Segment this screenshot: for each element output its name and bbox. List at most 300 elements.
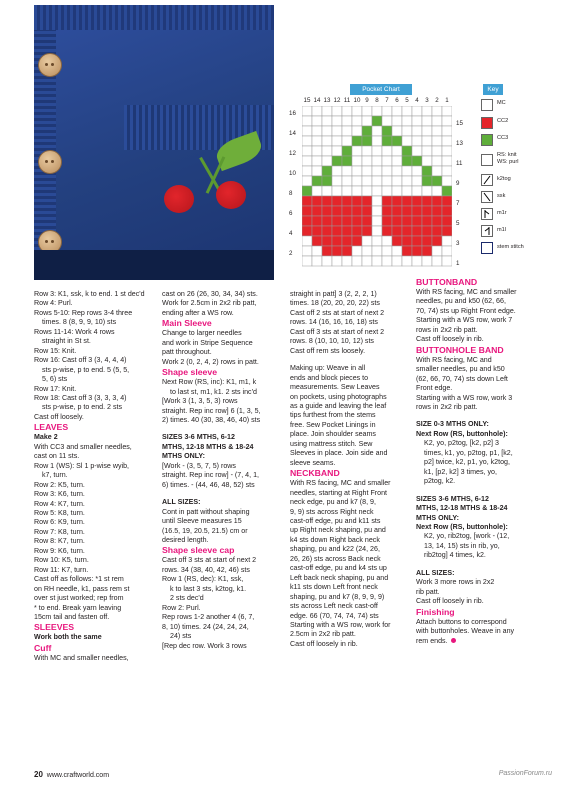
- stem-stitch-icon: [481, 242, 493, 254]
- sizes-heading-1: SIZES 3-6 MTHS, 6-12: [162, 433, 235, 442]
- cap-15: Cast off 3 sts at start of next 2: [290, 327, 385, 336]
- chart-row-number-right: 15: [456, 120, 463, 127]
- chart-cell: [412, 126, 422, 136]
- sizes-heading-3: MTHS ONLY:: [162, 452, 205, 461]
- chart-cell: [422, 166, 432, 176]
- neckband-9: 26, 26) sts across Back neck: [290, 554, 381, 563]
- leaf-castoff-2: on RH needle, k1, pass rem st: [34, 584, 130, 593]
- neckband-10: cast-off edge, pu and k4 sts up: [290, 564, 387, 573]
- row18-text-2: sts p-wise, p to end. 2 sts: [42, 403, 123, 412]
- chart-cell: [432, 166, 442, 176]
- site-url[interactable]: www.craftworld.com: [46, 772, 110, 779]
- neckband-3: neck edge, pu and k7 (8, 9,: [290, 498, 376, 507]
- chart-cell: [322, 176, 332, 186]
- chart-cell: [352, 116, 362, 126]
- chart-cell: [442, 136, 452, 146]
- neckband-5: cast-off edge, pu and k11 sts: [290, 516, 381, 525]
- chart-cell: [402, 186, 412, 196]
- row3-text: Row 3: K1, ssk, k to end. 1 st dec'd: [34, 290, 145, 298]
- sizes-text-2: straight. Rep inc row] - (7, 4, 1,: [162, 471, 259, 480]
- chart-cell: [442, 226, 452, 236]
- main-sleeve-2: and work in Stripe Sequence: [162, 338, 253, 347]
- chart-cell: [312, 106, 322, 116]
- making-up-4: on pockets, using photographs: [290, 392, 387, 401]
- chart-cell: [342, 216, 352, 226]
- chart-cell: [342, 156, 352, 166]
- chart-cell: [312, 246, 322, 256]
- sizes-b-heading-3: MTHS ONLY:: [416, 513, 459, 522]
- finishing-2: with buttonholes. Weave in any: [416, 627, 515, 636]
- all-sizes-heading: ALL SIZES:: [162, 498, 201, 507]
- neckband-8: shaping, pu and k22 (24, 26,: [290, 545, 380, 554]
- sleeves-heading: SLEEVES: [34, 622, 75, 633]
- chart-cell: [312, 166, 322, 176]
- chart-cell: [392, 106, 402, 116]
- chart-cell: [362, 116, 372, 126]
- chart-cell: [432, 226, 442, 236]
- chart-cell: [432, 126, 442, 136]
- chart-cell: [352, 166, 362, 176]
- buttonhole-3: (62, 66, 70, 74) sts down Left: [416, 374, 508, 383]
- chart-cell: [392, 146, 402, 156]
- chart-cell: [432, 256, 442, 266]
- chart-cell: [362, 226, 372, 236]
- chart-cell: [302, 206, 312, 216]
- chart-col-number: 4: [415, 97, 419, 104]
- buttonband-2: needles, pu and k50 (62, 66,: [416, 297, 506, 306]
- chart-cell: [322, 186, 332, 196]
- chart-cell: [392, 136, 402, 146]
- chart-cell: [422, 216, 432, 226]
- chart-cell: [342, 206, 352, 216]
- chart-cell: [352, 226, 362, 236]
- cap-9: 24) sts: [170, 632, 192, 641]
- chart-cell: [322, 216, 332, 226]
- chart-cell: [372, 166, 382, 176]
- chart-col-number: 10: [353, 97, 361, 104]
- shape-sleeve-1: Next Row (RS, inc): K1, m1, k: [162, 378, 257, 387]
- chart-cell: [442, 216, 452, 226]
- text-column-2: [162, 290, 280, 651]
- chart-row-number-left: 12: [289, 150, 296, 157]
- row4-text: Row 4: Purl.: [34, 299, 73, 308]
- chart-cell: [412, 236, 422, 246]
- chart-col-number: 1: [445, 97, 449, 104]
- chart-cell: [372, 146, 382, 156]
- chart-cell: [372, 156, 382, 166]
- chart-row-number-left: 14: [289, 130, 296, 137]
- chart-cell: [402, 146, 412, 156]
- chart-cell: [342, 196, 352, 206]
- chart-cell: [422, 206, 432, 216]
- all-sizes-4: desired length.: [162, 535, 209, 544]
- work-both-text: Work both the same: [34, 633, 102, 642]
- watermark: PassionForum.ru: [498, 770, 552, 777]
- chart-row-number-right: 3: [456, 240, 460, 247]
- chart-cell: [402, 196, 412, 206]
- chart-cell: [322, 246, 332, 256]
- sizes-b-row: Next Row (RS, buttonhole):: [416, 522, 508, 531]
- chart-cell: [312, 216, 322, 226]
- making-up-2: ends and block pieces to: [290, 373, 369, 382]
- finishing-heading: Finishing: [416, 606, 455, 617]
- chart-cell: [322, 166, 332, 176]
- row18-text: Row 18: Cast off 3 (3, 3, 3, 4): [34, 393, 127, 402]
- chart-cell: [442, 196, 452, 206]
- chart-cell: [322, 126, 332, 136]
- size0-text-3: p2] twice, k2, p1, yo, k2tog,: [424, 458, 510, 467]
- cherry-2: [216, 181, 246, 209]
- chart-cell: [312, 186, 322, 196]
- mc-swatch-icon: [481, 99, 493, 111]
- row16-text: Row 16: Cast off 3 (3, 4, 4, 4): [34, 356, 127, 365]
- sleeve-cap-heading: Shape sleeve cap: [162, 545, 235, 556]
- shape-sleeve-5: 2) times. 40 (30, 38, 46, 40) sts: [162, 415, 261, 424]
- sizes-b-heading-2: MTHS, 12-18 MTHS & 18-24: [416, 504, 508, 513]
- footer: [34, 770, 109, 779]
- shape-sleeve-4: straight. Rep inc row] 6 (1, 3, 5,: [162, 406, 261, 415]
- chart-row-number-right: 9: [456, 180, 460, 187]
- chart-cell: [402, 156, 412, 166]
- chart-cell: [302, 196, 312, 206]
- cap-1: Cast off 3 sts at start of next 2: [162, 556, 257, 565]
- blank-swatch-icon: [481, 154, 493, 166]
- chart-cell: [322, 146, 332, 156]
- chart-cell: [352, 156, 362, 166]
- neck-rib: [34, 5, 274, 30]
- chart-cell: [332, 216, 342, 226]
- button-1: [38, 53, 62, 77]
- cc3-swatch-icon: [481, 134, 493, 146]
- leaf-row11: Row 11: K7, turn.: [34, 565, 89, 574]
- chart-cell: [432, 106, 442, 116]
- chart-cell: [422, 246, 432, 256]
- shape-sleeve-3: [Work 3 (1, 3, 5, 3) rows: [162, 397, 238, 406]
- cuff-text-3: Work for 2.5cm in 2x2 rib patt,: [162, 299, 257, 308]
- chart-cell: [332, 186, 342, 196]
- cap-13: Cast off 2 sts at start of next 2: [290, 308, 385, 317]
- chart-cell: [372, 246, 382, 256]
- page-number: 20: [34, 770, 43, 779]
- chart-col-number: 8: [375, 97, 379, 104]
- chart-cell: [422, 106, 432, 116]
- chart-cell: [302, 146, 312, 156]
- buttonhole-5: Starting with a WS row, work 3: [416, 393, 513, 402]
- chart-cell: [342, 236, 352, 246]
- leaves-heading: LEAVES: [34, 422, 69, 433]
- chart-cell: [432, 206, 442, 216]
- rows11-14-text-2: straight in St st.: [42, 337, 91, 346]
- buttonband-1: With RS facing, MC and smaller: [416, 288, 517, 296]
- chart-cell: [362, 136, 372, 146]
- neckband-4: 9, 9) sts across Right neck: [290, 507, 374, 516]
- m1r-icon: [481, 208, 493, 220]
- main-sleeve-1: Change to larger needles: [162, 329, 242, 338]
- chart-cell: [392, 196, 402, 206]
- sizes-b-text-3: rib2tog] 4 times, k2.: [424, 551, 486, 560]
- neckband-heading: NECKBAND: [290, 468, 340, 479]
- size0-text-2: times, k1, yo, p2tog, p1, [k2,: [424, 448, 513, 457]
- chart-cell: [402, 216, 412, 226]
- all-sizes-1: Cont in patt without shaping: [162, 507, 250, 516]
- chart-cell: [382, 186, 392, 196]
- chart-cell: [432, 116, 442, 126]
- chart-cell: [332, 226, 342, 236]
- size0-text-5: p2tog, k2.: [424, 477, 456, 486]
- chart-cell: [442, 126, 452, 136]
- chart-cell: [352, 236, 362, 246]
- row17-text: Row 17: Knit.: [34, 384, 77, 393]
- chart-cell: [382, 116, 392, 126]
- chart-cell: [302, 166, 312, 176]
- chart-cell: [382, 126, 392, 136]
- neckband-2: needles, starting at Right Front: [290, 488, 387, 497]
- chart-cell: [392, 156, 402, 166]
- chart-cell: [362, 146, 372, 156]
- chart-cell: [422, 236, 432, 246]
- chart-row-number-right: 11: [456, 160, 463, 167]
- chart-cell: [372, 136, 382, 146]
- chart-cell: [402, 236, 412, 246]
- k2tog-icon: [481, 174, 493, 186]
- chart-row-number-left: 6: [289, 210, 293, 217]
- chart-cell: [382, 226, 392, 236]
- chart-cell: [332, 116, 342, 126]
- chart-cell: [442, 236, 452, 246]
- chart-cell: [412, 106, 422, 116]
- key-item-knit-purl: RS: knit WS: purl: [481, 152, 543, 159]
- neckband-14: sts across Left neck cast-off: [290, 602, 378, 611]
- chart-col-number: 13: [323, 97, 331, 104]
- chart-cell: [402, 256, 412, 266]
- chart-cell: [342, 126, 352, 136]
- buttonhole-4: Front edge.: [416, 384, 453, 393]
- rows5-10-text: Rows 5-10: Rep rows 3-4 three: [34, 308, 133, 317]
- chart-cell: [382, 216, 392, 226]
- chart-cell: [362, 176, 372, 186]
- leaf-row6: Row 6: K9, turn.: [34, 518, 85, 527]
- chart-cell: [382, 176, 392, 186]
- chart-cell: [312, 136, 322, 146]
- text-column-3: [290, 290, 408, 649]
- chart-cell: [362, 126, 372, 136]
- chart-cell: [362, 156, 372, 166]
- chart-cell: [352, 246, 362, 256]
- chart-cell: [352, 106, 362, 116]
- finishing-3: rem ends.: [416, 636, 448, 645]
- chart-cell: [382, 106, 392, 116]
- making-up-5: as a guide and leaving the leaf: [290, 401, 387, 410]
- chart-cell: [382, 196, 392, 206]
- chart-cell: [432, 156, 442, 166]
- chart-cell: [342, 146, 352, 156]
- chart-cell: [302, 186, 312, 196]
- chart-col-number: 9: [365, 97, 369, 104]
- chart-row-number-right: 1: [456, 260, 460, 267]
- chart-cell: [442, 176, 452, 186]
- chart-cell: [412, 206, 422, 216]
- chart-cell: [442, 186, 452, 196]
- chart-col-number: 14: [313, 97, 321, 104]
- neckband-17: 2.5cm in 2x2 rib patt.: [290, 630, 356, 639]
- chart-cell: [322, 236, 332, 246]
- buttonhole-heading: BUTTONHOLE BAND: [416, 344, 504, 355]
- leaf-row3: Row 3: K6, turn.: [34, 490, 85, 499]
- neckband-6: up Right neck shaping, pu and: [290, 526, 386, 535]
- chart-cell: [302, 236, 312, 246]
- chart-col-number: 11: [343, 97, 351, 104]
- chart-cell: [352, 216, 362, 226]
- all-sizes-b-2: rib patt.: [416, 587, 440, 596]
- leaf-row1-2: k7, turn.: [42, 471, 68, 480]
- chart-cell: [392, 236, 402, 246]
- chart-cell: [302, 256, 312, 266]
- chart-col-number: 7: [385, 97, 389, 104]
- chart-cell: [442, 106, 452, 116]
- size0-text-4: k1, [p2, k2] 3 times, yo,: [424, 467, 497, 476]
- row16-text-2: sts p-wise, p to end. 5 (5, 5,: [42, 365, 130, 374]
- chart-row-number-left: 8: [289, 190, 293, 197]
- chart-cell: [382, 256, 392, 266]
- sizes-text-3: 6) times. - (44, 46, 48, 52) sts: [162, 480, 255, 489]
- chart-cell: [392, 186, 402, 196]
- cap-4: k to last 3 sts, k2tog, k1.: [170, 584, 247, 593]
- chart-cell: [332, 106, 342, 116]
- cuff-text: With MC and smaller needles,: [34, 653, 129, 662]
- chart-cell: [412, 246, 422, 256]
- pocket-chart-grid: [302, 106, 452, 271]
- chart-cell: [322, 116, 332, 126]
- chart-title: Pocket Chart: [350, 84, 412, 95]
- chart-cell: [432, 216, 442, 226]
- chart-cell: [432, 136, 442, 146]
- making-up-9: using mattress stitch. Sew: [290, 439, 373, 448]
- chart-cell: [392, 246, 402, 256]
- chart-cell: [332, 176, 342, 186]
- chart-cell: [302, 226, 312, 236]
- chart-cell: [352, 146, 362, 156]
- making-up-10: Sleeves in place. Join side and: [290, 449, 388, 458]
- sizes-text-1: [Work - (3, 5, 7, 5) rows: [162, 461, 236, 470]
- chart-cell: [392, 126, 402, 136]
- chart-cell: [402, 246, 412, 256]
- chart-cell: [422, 196, 432, 206]
- main-sleeve-heading: Main Sleeve: [162, 318, 212, 329]
- chart-cell: [322, 136, 332, 146]
- chart-cell: [332, 196, 342, 206]
- chart-cell: [312, 176, 322, 186]
- all-sizes-b-heading: ALL SIZES:: [416, 568, 455, 577]
- cap-14: rows. 14 (16, 16, 16, 18) sts: [290, 318, 378, 327]
- chart-cell: [372, 226, 382, 236]
- leaf-castoff-4: * to end. Break yarn leaving: [34, 603, 122, 612]
- chart-row-number-left: 4: [289, 230, 293, 237]
- chart-cell: [372, 186, 382, 196]
- chart-cell: [382, 206, 392, 216]
- chart-cell: [402, 136, 412, 146]
- chart-cell: [422, 156, 432, 166]
- cuff-text-2: cast on 26 (26, 30, 34, 34) sts.: [162, 290, 258, 298]
- chart-cell: [402, 116, 412, 126]
- leaf-row2: Row 2: K5, turn.: [34, 480, 85, 489]
- chart-cell: [372, 106, 382, 116]
- chart-cell: [332, 146, 342, 156]
- cc2-swatch-icon: [481, 117, 493, 129]
- chart-cell: [422, 176, 432, 186]
- chart-cell: [412, 216, 422, 226]
- chart-col-number: 12: [333, 97, 341, 104]
- chart-cell: [392, 226, 402, 236]
- chart-row-number-right: 5: [456, 220, 460, 227]
- end-dot-icon: [451, 638, 456, 643]
- chart-cell: [332, 246, 342, 256]
- neckband-7: k4 sts down Right back neck: [290, 535, 380, 544]
- ssk-icon: [481, 191, 493, 203]
- chart-cell: [422, 186, 432, 196]
- buttonband-6: Cast off loosely in rib.: [416, 335, 484, 344]
- chart-cell: [382, 166, 392, 176]
- chart-row-number-right: 7: [456, 200, 460, 207]
- chart-cell: [362, 166, 372, 176]
- chart-cell: [362, 106, 372, 116]
- chart-cell: [412, 146, 422, 156]
- cuff-heading: Cuff: [34, 642, 52, 653]
- cast-off-text: Cast off loosely.: [34, 412, 84, 421]
- chart-cell: [372, 236, 382, 246]
- chart-cell: [392, 216, 402, 226]
- chart-cell: [402, 126, 412, 136]
- chart-cell: [402, 176, 412, 186]
- chart-cell: [432, 186, 442, 196]
- cap-2: rows. 34 (38, 40, 42, 46) sts: [162, 565, 250, 574]
- chart-cell: [412, 176, 422, 186]
- all-sizes-b-3: Cast off loosely in rib.: [416, 597, 484, 606]
- chart-cell: [332, 256, 342, 266]
- chart-cell: [302, 156, 312, 166]
- leaf-castoff-3: over st just worked; rep from: [34, 594, 124, 603]
- cap-16: rows. 8 (10, 10, 10, 12) sts: [290, 337, 374, 346]
- chart-col-number: 3: [425, 97, 429, 104]
- chart-cell: [432, 196, 442, 206]
- row16-text-3: 5, 6) sts: [42, 375, 68, 384]
- chart-cell: [312, 236, 322, 246]
- chart-cell: [442, 206, 452, 216]
- chart-cell: [362, 256, 372, 266]
- chart-cell: [372, 256, 382, 266]
- chart-cell: [332, 166, 342, 176]
- row15-text: Row 15: Knit.: [34, 346, 77, 355]
- chart-cell: [342, 166, 352, 176]
- chart-cell: [322, 106, 332, 116]
- chart-cell: [302, 176, 312, 186]
- buttonband-4: Starting with a WS row, work 7: [416, 316, 513, 325]
- chart-cell: [362, 196, 372, 206]
- chart-cell: [332, 206, 342, 216]
- chart-cell: [362, 216, 372, 226]
- chart-cell: [412, 166, 422, 176]
- chart-cell: [442, 146, 452, 156]
- chart-cell: [342, 136, 352, 146]
- making-up-8: place. Join shoulder seams: [290, 430, 376, 439]
- chart-cell: [312, 256, 322, 266]
- shape-sleeve-heading: Shape sleeve: [162, 367, 218, 378]
- chart-cell: [352, 126, 362, 136]
- chart-cell: [332, 156, 342, 166]
- cuff-text-4: ending after a WS row.: [162, 308, 234, 317]
- leaf-castoff-1: Cast off as follows: *1 st rem: [34, 575, 124, 584]
- chart-cell: [372, 206, 382, 216]
- chart-cell: [342, 256, 352, 266]
